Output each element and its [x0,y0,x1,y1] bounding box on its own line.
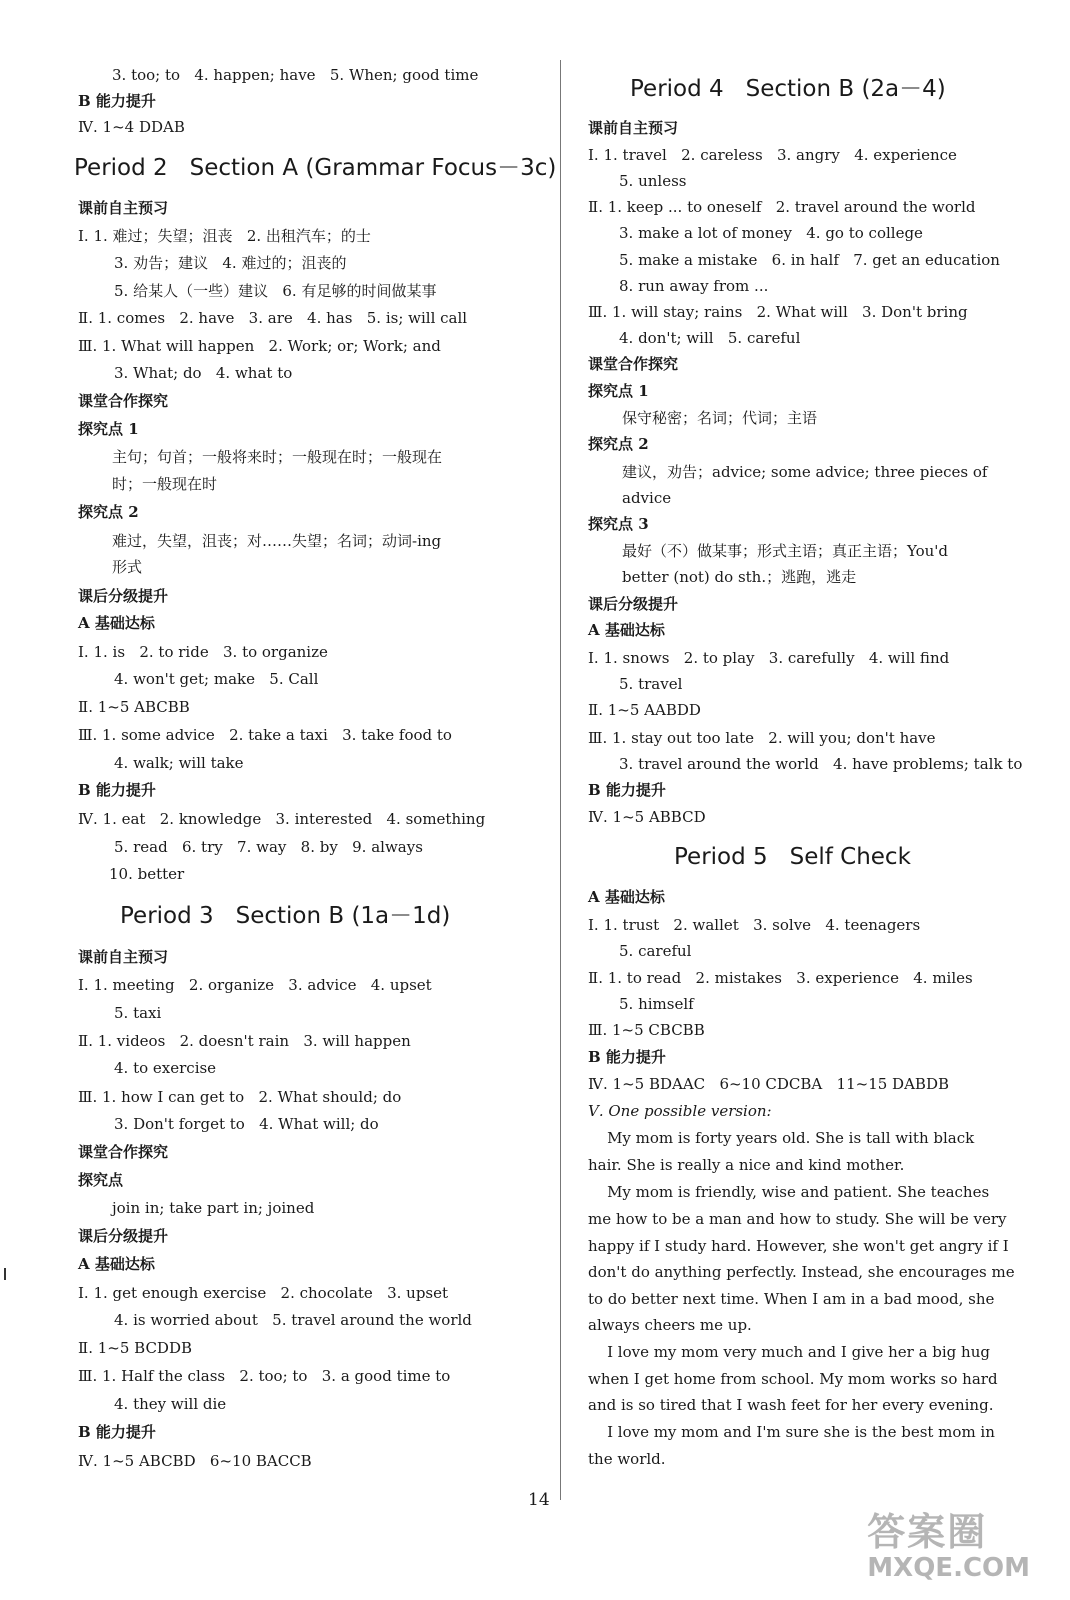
subsection-heading: B 能力提升 [588,781,666,799]
answer-line: 5. unless [619,172,687,190]
watermark-logo [867,1510,1030,1582]
subsection-heading: 探究点 [78,1171,124,1189]
section-heading: 课后分级提升 [78,587,169,605]
answer-line: 时；一般现在时 [112,475,218,493]
answer-line: Ⅱ. 1~5 BCDDB [78,1339,193,1357]
answer-line: 5. travel [619,675,683,693]
section-heading: 课堂合作探究 [78,392,169,410]
answer-line: Ⅲ. 1. how I can get to 2. What should; do [78,1088,402,1106]
watermark-url: MXQE.COM [867,1553,1030,1583]
section-heading: 课后分级提升 [588,595,679,613]
section-heading: 课前自主预习 [78,948,169,966]
answer-line: better (not) do sth.；逃跑，逃走 [622,568,857,586]
essay-label: Ⅴ. One possible version: [588,1102,772,1120]
essay-line: My mom is friendly, wise and patient. She teaches [588,1183,990,1201]
answer-line: Ⅱ. 1. keep ... to oneself 2. travel around the world [588,198,976,216]
subsection-heading: 探究点 2 [78,503,139,521]
section-heading: 课前自主预习 [78,199,169,217]
essay-line: me how to be a man and how to study. She will be very [588,1210,1007,1228]
answer-line: 5. taxi [114,1004,162,1022]
answer-line: 4. is worried about 5. travel around the world [114,1311,472,1329]
section-heading: 课前自主预习 [588,119,679,137]
answer-line: 10. better [109,865,185,883]
subsection-heading: 探究点 2 [588,435,649,453]
subsection-heading: 探究点 1 [588,382,649,400]
answer-line: Ⅱ. 1. videos 2. doesn't rain 3. will happen [78,1032,411,1050]
answer-line: Ⅰ. 1. trust 2. wallet 3. solve 4. teenagers [588,916,921,934]
period-title: Period 5 Self Check [674,844,911,870]
answer-line: Ⅱ. 1~5 ABCBB [78,698,190,716]
period-title: Period 4 Section B (2a－4) [630,76,946,102]
subsection-heading: A 基础达标 [78,614,155,632]
answer-line: 保守秘密；名词；代词；主语 [622,409,818,427]
answer-line: 3. What; do 4. what to [114,364,293,382]
answer-line: 形式 [112,558,143,576]
answer-line: Ⅰ. 1. travel 2. careless 3. angry 4. experience [588,146,957,164]
section-heading: 课堂合作探究 [78,1143,169,1161]
essay-line: when I get home from school. My mom works so hard [588,1370,998,1388]
answer-line: Ⅲ. 1. stay out too late 2. will you; don't have [588,729,936,747]
essay-line: always cheers me up. [588,1316,752,1334]
answer-line: Ⅲ. 1. some advice 2. take a taxi 3. take food to [78,726,452,744]
subsection-heading: B 能力提升 [78,92,156,110]
answer-line: 8. run away from ... [619,277,769,295]
subsection-heading: 探究点 3 [588,515,649,533]
answer-line: 主句；句首；一般将来时；一般现在时；一般现在 [112,448,443,466]
answer-line: 4. they will die [114,1395,227,1413]
answer-line: Ⅰ. 1. is 2. to ride 3. to organize [78,643,328,661]
answer-line: 3. Don't forget to 4. What will; do [114,1115,379,1133]
answer-line: Ⅳ. 1. eat 2. knowledge 3. interested 4. something [78,810,486,828]
answer-line: advice [622,489,672,507]
answer-line: Ⅳ. 1~5 BDAAC 6~10 CDCBA 11~15 DABDB [588,1075,949,1093]
answer-line: Ⅳ. 1~5 ABBCD [588,808,706,826]
subsection-heading: A 基础达标 [78,1255,155,1273]
answer-line: 5. make a mistake 6. in half 7. get an education [619,251,1000,269]
period-title: Period 2 Section A (Grammar Focus－3c) [74,155,557,181]
answer-line: Ⅲ. 1. will stay; rains 2. What will 3. Don't bring [588,303,968,321]
essay-line: happy if I study hard. However, she won't get angry if I [588,1237,1009,1255]
answer-line: Ⅳ. 1~5 ABCBD 6~10 BACCB [78,1452,312,1470]
essay-line: hair. She is really a nice and kind mother. [588,1156,905,1174]
answer-line: join in; take part in; joined [112,1199,315,1217]
answer-line: Ⅱ. 1. to read 2. mistakes 3. experience 4. miles [588,969,973,987]
answer-line: 3. 劝告；建议 4. 难过的；沮丧的 [114,254,347,272]
answer-line: Ⅱ. 1. comes 2. have 3. are 4. has 5. is; will call [78,309,468,327]
answer-line: 4. won't get; make 5. Call [114,670,319,688]
answer-line: 4. don't; will 5. careful [619,329,801,347]
answer-line: 5. careful [619,942,692,960]
answer-line: Ⅲ. 1~5 CBCBB [588,1021,705,1039]
essay-line: My mom is forty years old. She is tall with black [588,1129,975,1147]
section-heading: 课堂合作探究 [588,355,679,373]
period-title: Period 3 Section B (1a－1d) [120,903,451,929]
answer-line: Ⅰ. 1. snows 2. to play 3. carefully 4. will find [588,649,950,667]
answer-line: Ⅱ. 1~5 AABDD [588,701,701,719]
answer-line: 难过，失望，沮丧；对……失望；名词；动词-ing [112,532,442,550]
answer-line: 3. make a lot of money 4. go to college [619,224,923,242]
essay-line: to do better next time. When I am in a bad mood, she [588,1290,995,1308]
answer-line: 5. read 6. try 7. way 8. by 9. always [114,838,423,856]
answer-line: 4. to exercise [114,1059,217,1077]
essay-line: the world. [588,1450,666,1468]
answer-line: 4. walk; will take [114,754,244,772]
section-heading: 课后分级提升 [78,1227,169,1245]
answer-line: Ⅰ. 1. 难过；失望；沮丧 2. 出租汽车；的士 [78,227,371,245]
essay-line: don't do anything perfectly. Instead, she encourages me [588,1263,1015,1281]
answer-line: 最好（不）做某事；形式主语；真正主语；You'd [622,542,949,560]
margin-mark [4,1268,6,1280]
answer-line: Ⅳ. 1~4 DDAB [78,118,185,136]
answer-line: Ⅲ. 1. What will happen 2. Work; or; Work; and [78,337,441,355]
answer-line: Ⅰ. 1. get enough exercise 2. chocolate 3. upset [78,1284,449,1302]
essay-line: I love my mom very much and I give her a big hug [588,1343,990,1361]
subsection-heading: A 基础达标 [588,621,665,639]
subsection-heading: A 基础达标 [588,888,665,906]
answer-line: 5. himself [619,995,694,1013]
answer-line: 5. 给某人（一些）建议 6. 有足够的时间做某事 [114,282,437,300]
subsection-heading: B 能力提升 [78,1423,156,1441]
subsection-heading: B 能力提升 [588,1048,666,1066]
answer-line: Ⅲ. 1. Half the class 2. too; to 3. a good time to [78,1367,451,1385]
answer-line: 建议，劝告；advice; some advice; three pieces of [622,463,988,481]
column-divider [560,60,561,1500]
watermark-text: 答案圈 [867,1510,988,1554]
subsection-heading: 探究点 1 [78,420,139,438]
answer-line: 3. travel around the world 4. have problems; talk to [619,755,1023,773]
answer-line: Ⅰ. 1. meeting 2. organize 3. advice 4. upset [78,976,432,994]
essay-line: I love my mom and I'm sure she is the best mom in [588,1423,995,1441]
subsection-heading: B 能力提升 [78,781,156,799]
answer-line: 3. too; to 4. happen; have 5. When; good time [112,66,479,84]
page-number: 14 [528,1490,550,1510]
essay-line: and is so tired that I wash feet for her every evening. [588,1396,994,1414]
